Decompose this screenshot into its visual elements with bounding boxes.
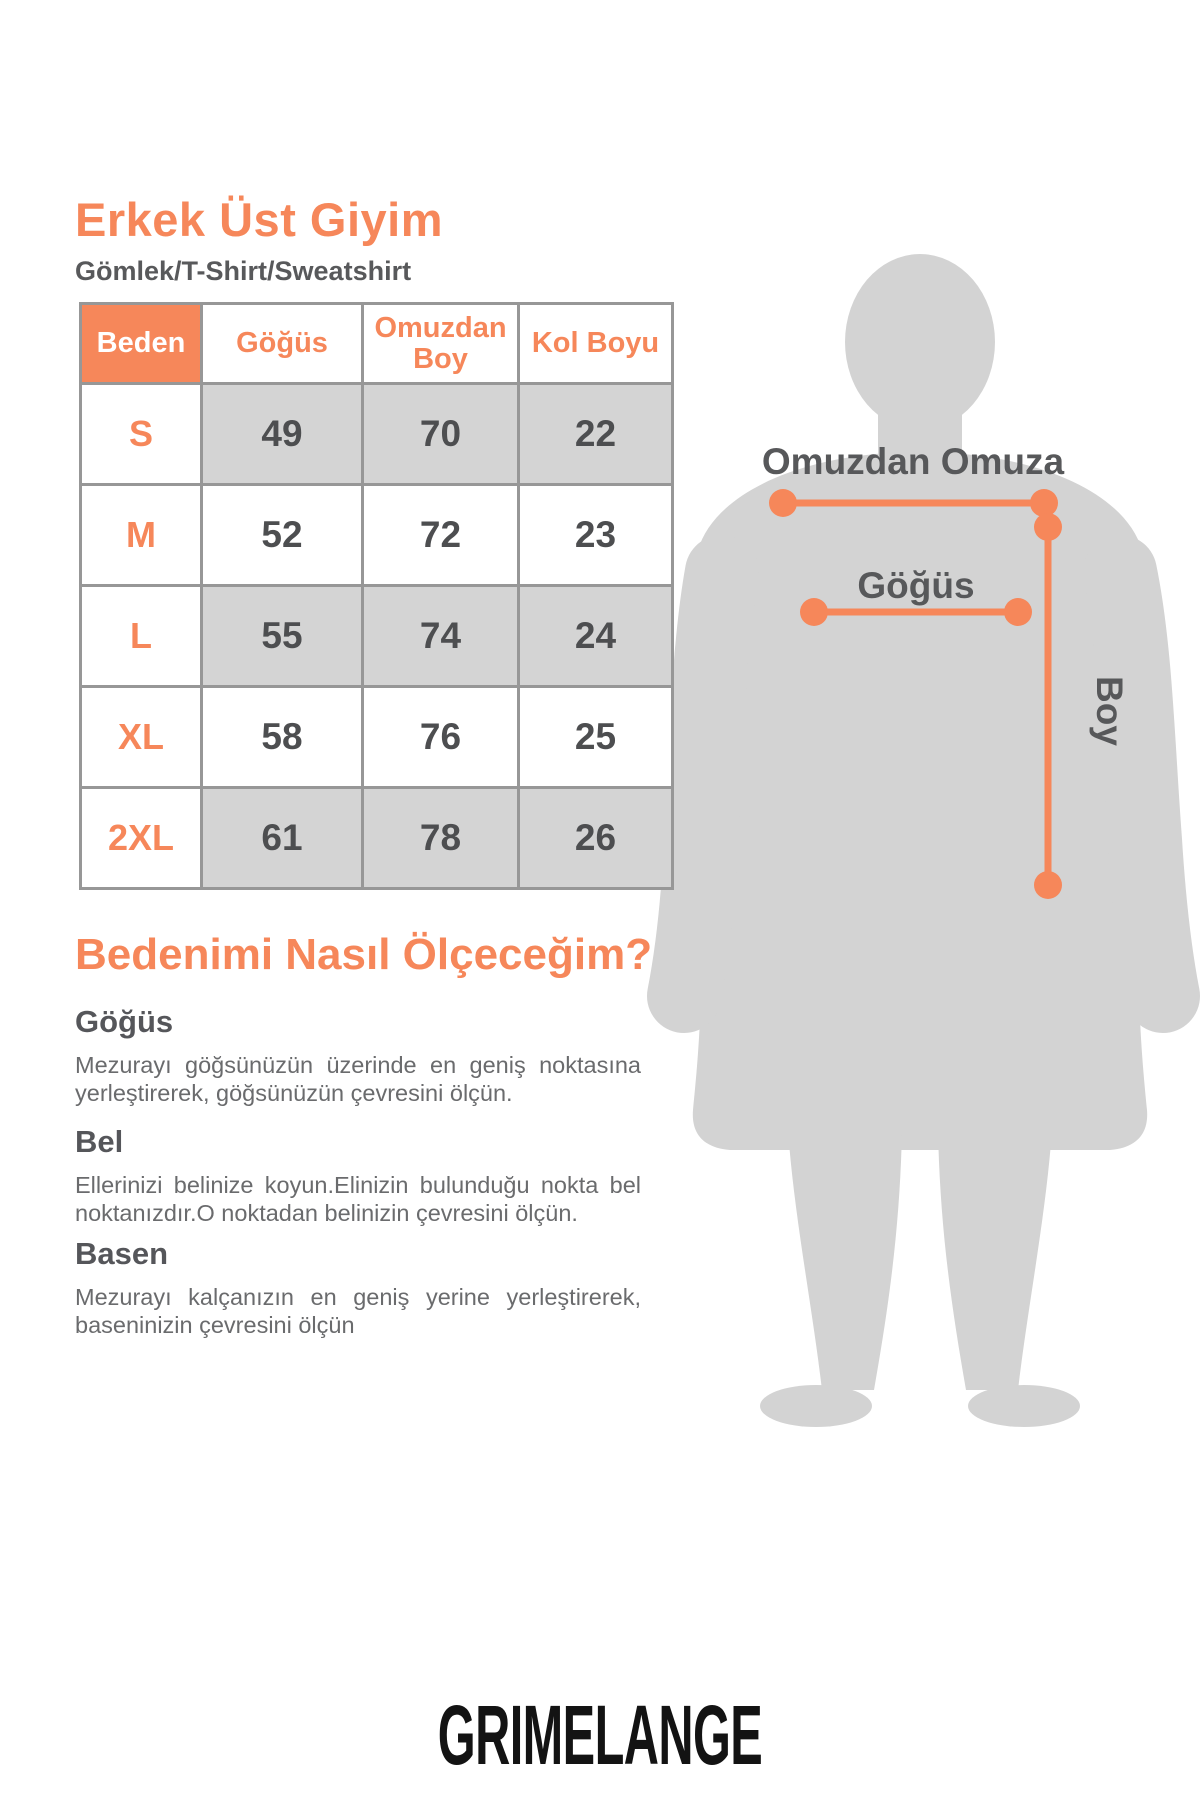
page-subtitle: Gömlek/T-Shirt/Sweatshirt [75, 256, 412, 286]
value-cell: 78 [363, 788, 519, 889]
body-silhouette [684, 254, 1163, 1427]
value-cell: 22 [519, 384, 673, 485]
height-measure-label: Boy [1089, 676, 1130, 746]
value-cell: 25 [519, 687, 673, 788]
header-kol-boyu: Kol Boyu [519, 304, 673, 384]
size-label: M [81, 485, 202, 586]
chest-measure-label: Göğüs [857, 565, 975, 606]
page-title: Erkek Üst Giyim [75, 193, 444, 246]
chest-line-right-dot [1004, 598, 1032, 626]
guide-section-title: Bel [75, 1124, 124, 1159]
guide-section-text: Ellerinizi belinize koyun.Elinizin bulunduğu nokta bel noktanızdır.O noktadan belinizin çevresini ölçün. [75, 1172, 641, 1226]
value-cell: 23 [519, 485, 673, 586]
silhouette-left-leg [788, 1130, 902, 1390]
guide-section-bel [75, 1124, 641, 1227]
brand-logo: GRIMELANGE [437, 1688, 763, 1782]
size-label: 2XL [81, 788, 202, 889]
value-cell: 24 [519, 586, 673, 687]
value-cell: 72 [363, 485, 519, 586]
silhouette-torso [689, 452, 1151, 1150]
size-label: S [81, 384, 202, 485]
silhouette-right-leg [938, 1130, 1052, 1390]
size-table-header-row [81, 304, 673, 384]
value-cell: 74 [363, 586, 519, 687]
guide-section-gogus [75, 1004, 641, 1107]
value-cell: 52 [202, 485, 363, 586]
silhouette-left-foot [760, 1385, 872, 1427]
silhouette-left-arm [684, 572, 722, 996]
header-gogus: Göğüs [202, 304, 363, 384]
guide-section-basen [75, 1236, 641, 1339]
chest-line-left-dot [800, 598, 828, 626]
shoulder-line-right-dot [1030, 489, 1058, 517]
guide-section-title: Basen [75, 1236, 169, 1271]
guide-section-text: Mezurayı kalçanızın en geniş yerine yerleştirerek, baseninizin çevresini ölçün [75, 1284, 641, 1338]
size-label: XL [81, 687, 202, 788]
table-row-s [81, 384, 673, 485]
size-label: L [81, 586, 202, 687]
shoulder-measure-label: Omuzdan Omuza [761, 441, 1065, 482]
measure-guide-heading: Bedenimi Nasıl Ölçeceğim? [75, 930, 653, 979]
value-cell: 49 [202, 384, 363, 485]
silhouette-right-arm [1120, 572, 1163, 996]
silhouette-right-foot [968, 1385, 1080, 1427]
value-cell: 70 [363, 384, 519, 485]
guide-section-text: Mezurayı göğsünüzün üzerinde en geniş noktasına yerleştirerek, göğsünüzün çevresini ölçün. [75, 1052, 641, 1106]
shoulder-line-left-dot [769, 489, 797, 517]
value-cell: 26 [519, 788, 673, 889]
value-cell: 55 [202, 586, 363, 687]
table-row-m [81, 485, 673, 586]
size-chart-table [79, 302, 674, 890]
table-row-l [81, 586, 673, 687]
table-row-xl [81, 687, 673, 788]
header-beden: Beden [81, 304, 202, 384]
value-cell: 61 [202, 788, 363, 889]
height-line-top-dot [1034, 513, 1062, 541]
height-line-bottom-dot [1034, 871, 1062, 899]
value-cell: 58 [202, 687, 363, 788]
header-omuzdan-boy: Omuzdan Boy [363, 304, 519, 384]
value-cell: 76 [363, 687, 519, 788]
guide-section-title: Göğüs [75, 1004, 174, 1039]
table-row-2xl [81, 788, 673, 889]
